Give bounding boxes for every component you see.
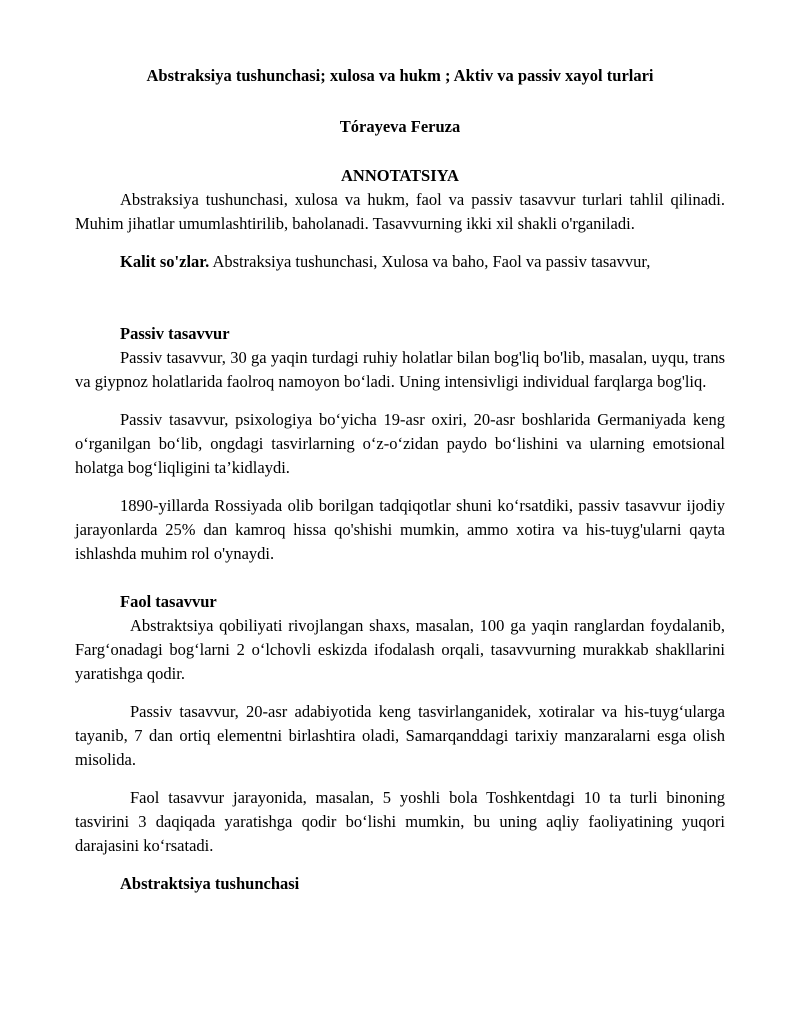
paragraph: Passiv tasavvur, psixologiya bo‘yicha 19-asr oxiri, 20-asr boshlarida Germaniyada keng o‘rganilgan bo‘lib, ongdagi tasvirlarning o‘z-o‘zidan paydo bo‘lishini va ularning emotsional holatga bog‘liqligini ta’kidlaydi. bbox=[75, 410, 725, 477]
section-heading-abstraction: Abstraktsiya tushunchasi bbox=[120, 874, 300, 893]
section-heading-active: Faol tasavvur bbox=[120, 592, 217, 611]
paragraph: 1890-yillarda Rossiyada olib borilgan tadqiqotlar shuni ko‘rsatdiki, passiv tasavvur ijodiy jarayonlarda 25% dan kamroq hissa qo'shishi mumkin, ammo xotira va his-tuyg'ularni qayta ishlashda muhim rol o'ynaydi. bbox=[75, 496, 725, 563]
annotation-heading: ANNOTATSIYA bbox=[341, 166, 459, 185]
author-name: Tórayeva Feruza bbox=[339, 117, 461, 136]
section-heading-passive: Passiv tasavvur bbox=[120, 324, 230, 343]
annotation-paragraph: Abstraksiya tushunchasi, xulosa va hukm, faol va passiv tasavvur turlari tahlil qilinadi. Muhim jihatlar umumlashtirilib, baholanadi. Tasavvurning ikki xil shakli o'rganiladi. bbox=[75, 190, 725, 233]
paragraph: Abstraktsiya qobiliyati rivojlangan shaxs, masalan, 100 ga yaqin ranglardan foydalanib, Farg‘onadagi bog‘larni 2 o‘lchovli eskizda ifodalash orqali, tasavvurning murakkab shakllarini yaratishga qodir. bbox=[75, 616, 725, 683]
paragraph: Faol tasavvur jarayonida, masalan, 5 yoshli bola Toshkentdagi 10 ta turli binoning tasvirini 3 daqiqada yaratishga qodir bo‘lishi mumkin, bu uning aqliy faoliyatining yuqori darajasini ko‘rsatadi. bbox=[75, 788, 725, 855]
keywords-text: Abstraksiya tushunchasi, Xulosa va baho, Faol va passiv tasavvur, bbox=[209, 252, 651, 271]
keywords-paragraph bbox=[75, 250, 725, 274]
paragraph: Passiv tasavvur, 20-asr adabiyotida keng tasvirlanganidek, xotiralar va his-tuyg‘ularga tayanib, 7 dan ortiq elementni birlashtira oladi, Samarqanddagi tarixiy manzaralarni esga olish misolida. bbox=[75, 702, 725, 769]
paragraph: Passiv tasavvur, 30 ga yaqin turdagi ruhiy holatlar bilan bog'liq bo'lib, masalan, uyqu, trans va giypnoz holatlarida faolroq namoyon bo‘ladi. Uning intensivligi individual farqlarga bog'liq. bbox=[75, 348, 725, 391]
document-title: Abstraksiya tushunchasi; xulosa va hukm ; Aktiv va passiv xayol turlari bbox=[146, 66, 654, 85]
keywords-label: Kalit so'zlar. bbox=[120, 252, 210, 271]
